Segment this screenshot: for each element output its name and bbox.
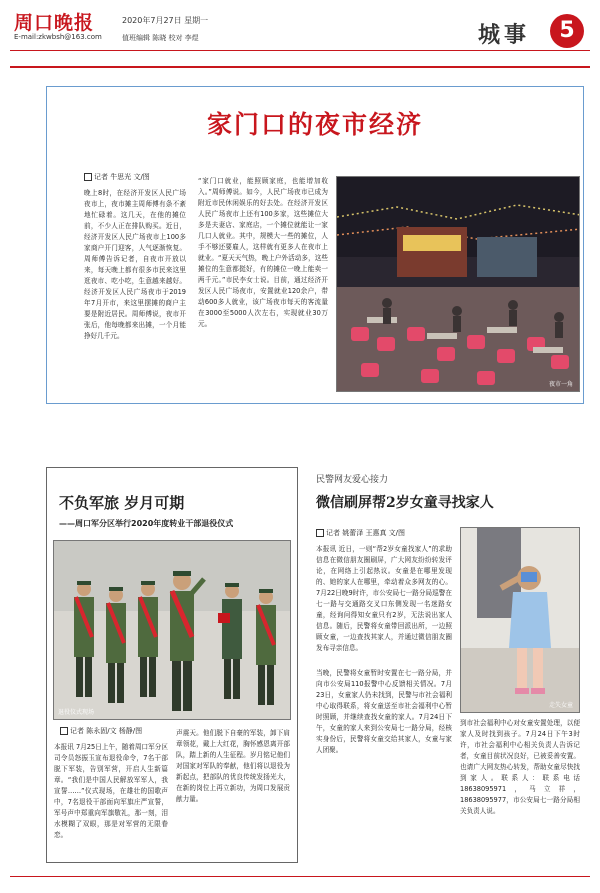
feature-column-1: 晚上8时，在经济开发区人民广场夜市上，夜市摊主周师傅有条不紊地忙碌着。这几天，在他的摊位前，不少人正在排队购买。近日，经济开发区人民广场夜市上100多家商户开门迎客，人气逐渐恢复。周师傅告诉记者，自夜市开放以来，每天晚上都有很多市民来这里逛夜市、吃小吃，生意越来越好。经济开发区人民广场夜市于2019年7月开市，来这里摆摊的商户主要是附近居民。周师傅说，夜市开张后，他每晚都来出摊，一个月能挣好几千元。 <box>84 189 186 340</box>
girl-story-column-1: 本报讯 近日，一则“帮2岁女童找家人”的求助信息在微信朋友圈刷屏，广大网友纷纷转发评论，在网络上引起热议。女童是在哪里发现的、她的家人在哪里，牵动着众多网友的心。7月22日晚9时许，市公安局七一路分局巡警在七一路与交通路交叉口东侧发现一名迷路女童，经询问得知女童只有2岁，无法说出家人信息。随后，民警将女童带回派出所，一边照顾女童，一边查找其家人，并通过微信朋友圈发布寻亲信息。 <box>316 545 452 652</box>
night-market-photo <box>336 176 580 392</box>
army-photo-caption: 退役仪式现场 <box>58 709 95 716</box>
newspaper-logo: 周口晚报 <box>14 12 95 34</box>
girl-story-kicker: 民警网友爱心接力 <box>316 475 389 485</box>
footer-rule <box>10 876 590 877</box>
army-byline: 记者 陈永固/文 杨静/图 <box>60 726 142 736</box>
girl-story-column-2: 当晚，民警将女童暂时安置在七一路分局，并向市公安局110报警中心反馈相关情况。7月23日，女童家人仍未找到，民警与市社会福利中心取得联系，将女童送至市社会福利中心暂时照顾，并继续查找女童的家人。7月24日下午，女童的家人来到公安局七一路分局，经核实身份后，民警将女童交给其家人，女童与家人团聚。 <box>316 669 452 754</box>
girl-story-headline: 微信刷屏帮2岁女童寻找家人 <box>316 495 494 511</box>
page-number-badge: 5 <box>550 14 584 48</box>
editor-credits: 值班编辑 陈晓 校对 李煜 <box>122 34 199 42</box>
header-rule <box>10 50 590 51</box>
night-market-caption: 夜市一角 <box>548 381 573 388</box>
feature-byline: 记者 牛思光 文/图 <box>84 172 150 182</box>
army-column-2: 声震天。他们脱下自豪的军装，卸下肩章领花，戴上大红花，胸怀感恩离开部队，踏上新的人生征程。岁月铭记他们对国家对军队的奉献，他们将以退役为新起点，把部队的优良传统发扬光大，在新的岗位上再立新功，为周口发展贡献力量。 <box>176 729 290 803</box>
feature-column-2: “家门口就业，能照顾家庭，也能增加收入。”周师傅说。如今，人民广场夜市已成为附近市民休闲娱乐的好去处。在经济开发区人民广场夜市上还有100多家，这些摊位大多是夫妻店、家庭店，一个摊位就能让一家几口人就业。其中，规模大一些的摊位，人手不够还要雇人，这样就有更多人在夜市上就业。“夏天天气热，晚上户外活动多，这些摊位的生意都挺好，有的摊位一晚上能卖一两千元。”市民李女士说。目前，通过经济开发区人民广场夜市，安置就业120余户，带动600多人就业，该广场夜市每天的客流量在3000至5000人次左右，实现就业30万元。 <box>198 177 328 328</box>
contact-email: E-mail:zkwbsh@163.com <box>14 33 102 41</box>
army-column-1: 本报讯 7月25日上午，随着周口军分区司令员怒振玉宣布退役命令，7名干部脱下军装，告别军营，开启人生新篇章。“我们是中国人民解放军军人，我宣誓……”仪式现场，在雄壮的国歌声中，7名退役干部面向军旗庄严宣誓，军号声中郑重向军旗敬礼，那一刻，泪水模糊了双眼，那是对军营的无限眷恋。 <box>54 743 168 839</box>
lost-girl-photo <box>460 527 580 713</box>
girl-story-byline: 记者 姚蕾泽 王惠真 文/图 <box>316 528 405 538</box>
header-rule-thick <box>10 66 590 68</box>
masthead <box>0 0 600 70</box>
army-ceremony-illustration <box>54 541 291 720</box>
issue-date: 2020年7月27日 星期一 <box>122 16 209 25</box>
girl-story-column-3: 到市社会福利中心对女童安置处理，以便家人及时找到孩子。7月24日下午3时许，市社会福利中心相关负责人告诉记者，女童目前状况良好，已被妥善安置。也请广大网友热心转发，帮助女童尽快找到家人。联系人：联系电话18638095971，马立祥，18638095977，市公安局七一路分局相关负责人说。 <box>460 719 580 815</box>
army-headline: 不负军旅 岁月可期 <box>59 494 185 512</box>
section-title: 城事 <box>478 22 531 48</box>
feature-headline: 家门口的夜市经济 <box>206 110 423 139</box>
lost-girl-illustration <box>461 528 580 713</box>
army-subheadline: ——周口军分区举行2020年度转业干部退役仪式 <box>59 519 234 528</box>
army-ceremony-photo <box>53 540 291 720</box>
night-market-illustration <box>337 177 580 392</box>
lost-girl-caption: 走失女童 <box>548 702 573 709</box>
